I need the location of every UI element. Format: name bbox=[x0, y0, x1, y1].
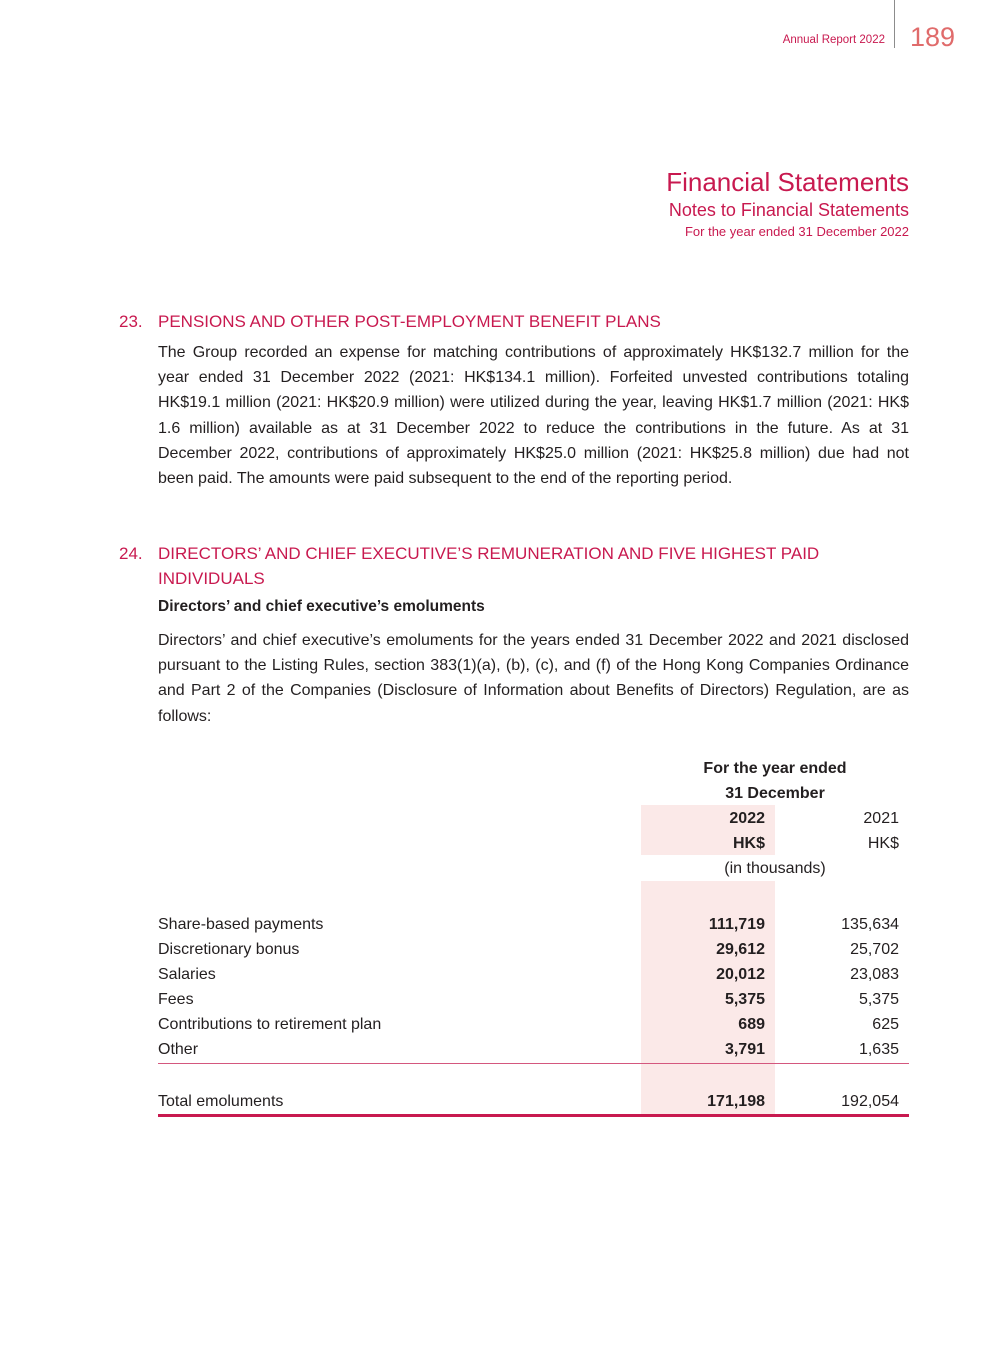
header-divider bbox=[894, 0, 895, 48]
row-label: Share-based payments bbox=[158, 916, 324, 933]
report-label: Annual Report 2022 bbox=[782, 34, 885, 46]
row-label: Salaries bbox=[158, 966, 216, 983]
table-header-date: 31 December bbox=[725, 785, 825, 802]
value-2021: 135,634 bbox=[841, 916, 899, 933]
row-label: Contributions to retirement plan bbox=[158, 1016, 382, 1033]
section-24-subheading: Directors’ and chief executive’s emoluments bbox=[158, 598, 485, 615]
value-2022: 29,612 bbox=[716, 941, 765, 958]
section-title: PENSIONS AND OTHER POST-EMPLOYMENT BENEFIT PLANS bbox=[158, 312, 661, 331]
total-rule bbox=[158, 1114, 909, 1117]
value-2021: 25,702 bbox=[850, 941, 899, 958]
value-2022: 3,791 bbox=[724, 1041, 765, 1058]
units-label: (in thousands) bbox=[724, 860, 826, 877]
value-2021: 23,083 bbox=[850, 966, 899, 983]
total-label: Total emoluments bbox=[158, 1093, 284, 1110]
currency-2021: HK$ bbox=[867, 835, 899, 852]
section-23-body: The Group recorded an expense for matching contributions of approximately HK$132.7 million for the year ended 31 December 2022 (2021: HK$134.1 million). Forfeited unvested contributions totaling HK$19.1 million (2021: HK$20.9 million) were utilized during the year, leaving HK$1.7 million (2021: HK$ 1.6 million) available as at 31 December 2022 to reduce the contributions in the future. As at 31 December 2022, contributions of approximately HK$25.0 million (2021: HK$25.8 million) due had not been paid. The amounts were paid subsequent to the end of the reporting period. bbox=[158, 344, 909, 488]
section-title: DIRECTORS’ AND CHIEF EXECUTIVE’S REMUNERATION AND FIVE HIGHEST PAID INDIVIDUALS bbox=[158, 544, 820, 588]
value-2021: 1,635 bbox=[858, 1041, 899, 1058]
table-header-period: For the year ended bbox=[703, 760, 847, 777]
value-2022: 5,375 bbox=[724, 991, 765, 1008]
column-header-2021: 2021 bbox=[863, 810, 899, 827]
value-2022: 111,719 bbox=[708, 916, 765, 933]
page-period: For the year ended 31 December 2022 bbox=[684, 224, 909, 239]
section-number: 24. bbox=[119, 544, 143, 563]
row-label: Fees bbox=[158, 991, 194, 1008]
total-2021: 192,054 bbox=[841, 1093, 899, 1110]
value-2021: 5,375 bbox=[858, 991, 899, 1008]
section-number: 23. bbox=[119, 312, 143, 331]
total-2022: 171,198 bbox=[707, 1093, 765, 1110]
section-24-body: Directors’ and chief executive’s emoluments for the years ended 31 December 2022 and 2021 disclosed pursuant to the Listing Rules, section 383(1)(a), (b), (c), and (f) of the Hong Kong Companies Ordinance and Part 2 of the Companies (Disclosure of Information about Benefits of Directors) Regulation, are as follows: bbox=[158, 632, 909, 725]
page-title: Financial Statements bbox=[666, 167, 909, 197]
page-subtitle: Notes to Financial Statements bbox=[668, 200, 909, 220]
section-23-heading bbox=[119, 309, 908, 334]
currency-2022: HK$ bbox=[732, 835, 765, 852]
value-2021: 625 bbox=[872, 1016, 899, 1033]
value-2022: 20,012 bbox=[716, 966, 765, 983]
section-24-heading bbox=[119, 541, 908, 591]
row-label: Discretionary bonus bbox=[158, 941, 300, 958]
subtotal-rule bbox=[158, 1063, 909, 1064]
row-label: Other bbox=[158, 1041, 199, 1058]
column-header-2022: 2022 bbox=[729, 810, 765, 827]
page-number: 189 bbox=[910, 22, 956, 52]
value-2022: 689 bbox=[738, 1016, 765, 1033]
title-block bbox=[666, 166, 909, 242]
